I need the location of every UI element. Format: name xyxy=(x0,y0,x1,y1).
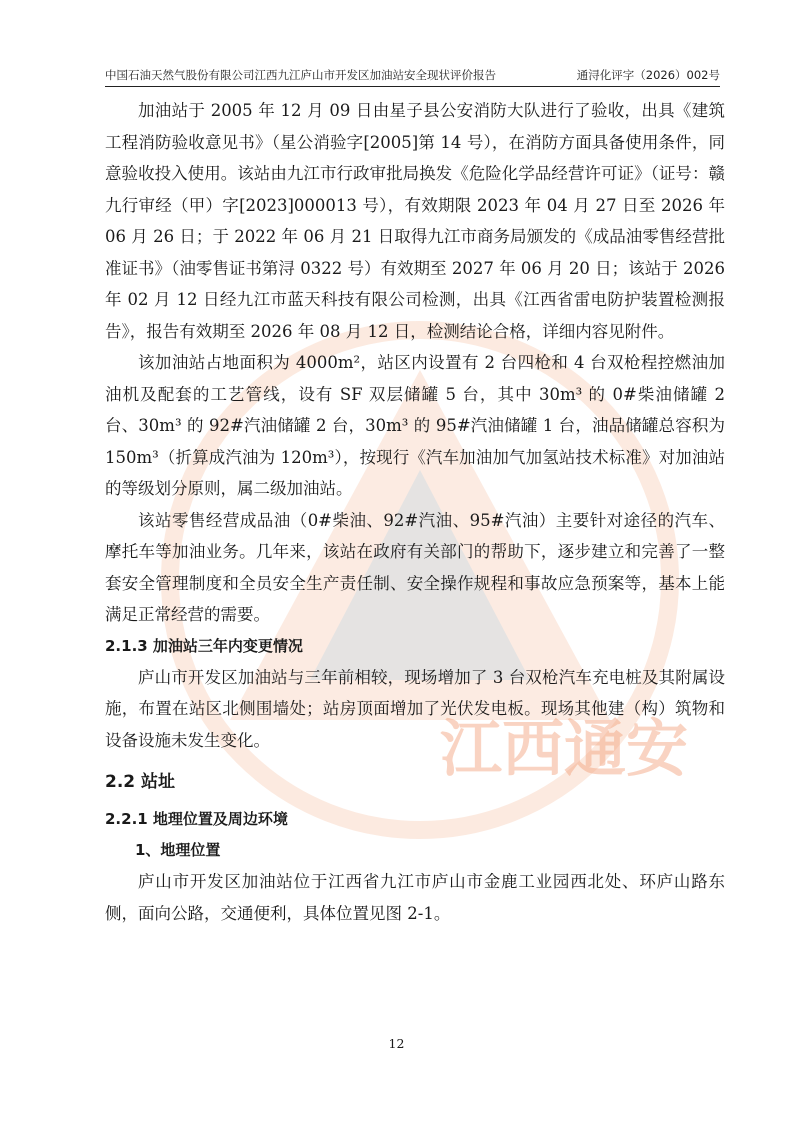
page-number: 12 xyxy=(388,1036,405,1051)
paragraph-location: 庐山市开发区加油站位于江西省九江市庐山市金鹿工业园西北处、环庐山路东侧，面向公路，交通便利，具体位置见图 2-1。 xyxy=(105,872,725,923)
heading-2-1-3: 2.1.3 加油站三年内变更情况 xyxy=(105,636,303,655)
heading-2-2-1: 2.2.1 地理位置及周边环境 xyxy=(105,810,288,828)
paragraph-acceptance: 加油站于 2005 年 12 月 09 日由星子县公安消防大队进行了验收，出具《建筑工程消防验收意见书》（星公消验字[2005]第 14 号），在消防方面具备使用条件，同意验收投入使用。该站由九江市行政审批局换发《危险化学品经营许可证》（证号：赣九行审经（甲）字[2023]000013 号），有效期限 2023 年 04 月 27 日至 2026 年 06 月 26 日；于 2022 年 06 月 21 日取得九江市商务局颁发的《成品油零售经营批准证书》（油零售证书第浔 0322 号）有效期至 2027 年 06 月 20 日；该站于 2026 年 02 月 12 日经九江市蓝天科技有限公司检测，出具《江西省雷电防护装置检测报告》，报告有效期至 2026 年 08 月 12 日，检测结论合格，详细内容见附件。 xyxy=(105,101,725,341)
paragraph-site-facilities: 该加油站占地面积为 4000m²，站区内设置有 2 台四枪和 4 台双枪程控燃油加油机及配套的工艺管线，设有 SF 双层储罐 5 台，其中 30m³ 的 0#柴油储罐 2 台、30m³ 的 92#汽油储罐 2 台，30m³ 的 95#汽油储罐 1 台，油品储罐总容积为 150m³（折算成汽油为 120m³），按现行《汽车加油加气加氢站技术标准》对加油站的等级划分原则，属二级加油站。 xyxy=(105,353,725,498)
heading-location: 1、地理位置 xyxy=(135,841,221,859)
heading-2-2: 2.2 站址 xyxy=(105,772,176,792)
seal-text: 江西通安 xyxy=(440,712,689,785)
header-report-title: 中国石油天然气股份有限公司江西九江庐山市开发区加油站安全现状评价报告 xyxy=(105,68,496,82)
header-report-number: 通浔化评字（2026）002号 xyxy=(576,68,720,82)
document-body xyxy=(105,95,725,929)
paragraph-changes: 庐山市开发区加油站与三年前相较，现场增加了 3 台双枪汽车充电桩及其附属设施，布置在站区北侧围墙处；站房顶面增加了光伏发电板。现场其他建（构）筑物和设备设施未发生变化。 xyxy=(105,667,725,750)
paragraph-operations: 该站零售经营成品油（0#柴油、92#汽油、95#汽油）主要针对途径的汽车、摩托车等加油业务。几年来，该站在政府有关部门的帮助下，逐步建立和完善了一整套安全管理制度和全员安全生产责任制、安全操作规程和事故应急预案等，基本上能满足正常经营的需要。 xyxy=(105,510,725,624)
page-header xyxy=(105,64,720,87)
